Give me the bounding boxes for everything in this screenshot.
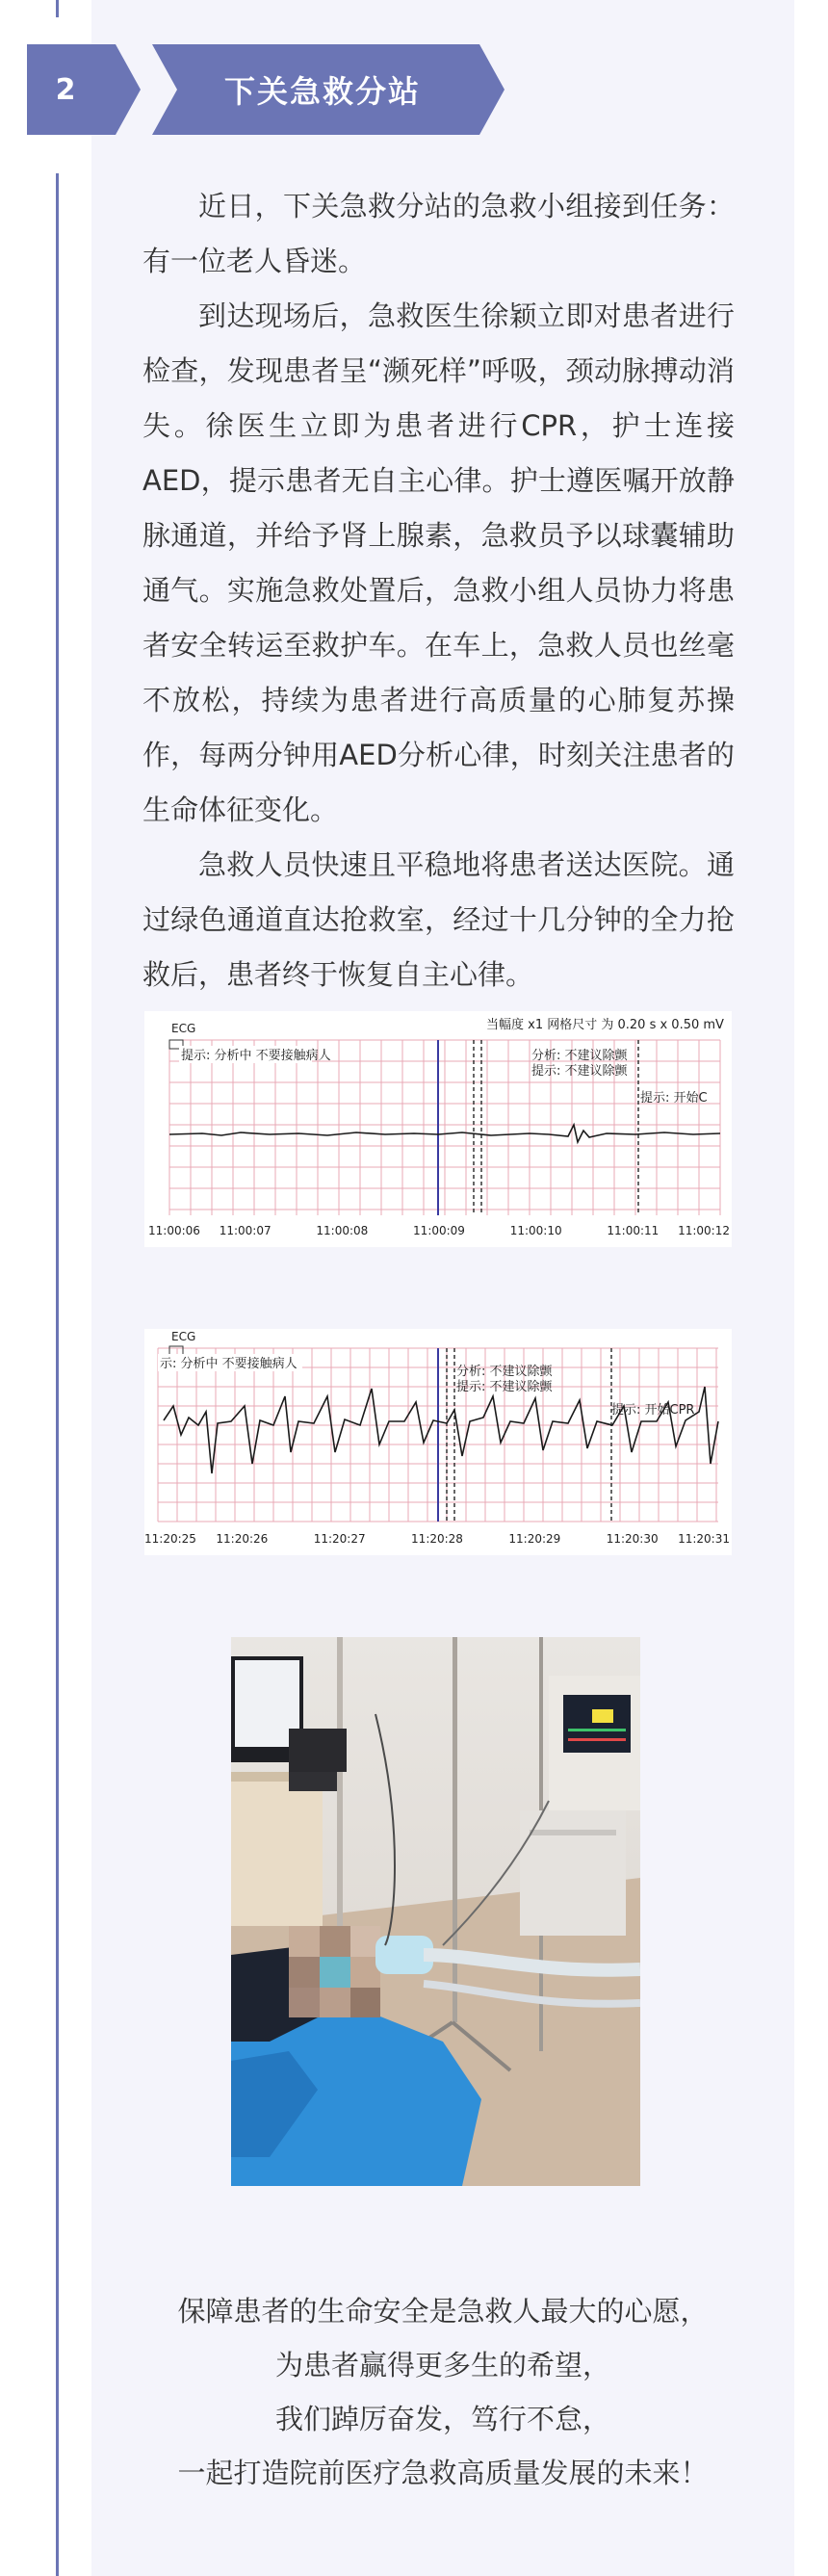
closing-line-4: 一起打造院前医疗急救高质量发展的未来！	[177, 2457, 709, 2489]
paragraph-3: 急救人员快速且平稳地将患者送达医院。通过绿色通道直达抢救室，经过十几分钟的全力抢救后，患者终于恢复自主心律。	[142, 848, 735, 991]
ecg2-tick-2: 11:20:27	[313, 1532, 366, 1546]
ecg2-note-right: 提示: 开始CPR	[611, 1403, 695, 1418]
ecg1-scale: 当幅度 x1 网格尺寸 为 0.20 s x 0.50 mV	[486, 1018, 724, 1032]
ecg2-tick-1: 11:20:26	[216, 1532, 269, 1546]
ecg1-tick-5: 11:00:11	[607, 1224, 660, 1237]
ecg1-note-mid2: 提示: 不建议除颤	[531, 1064, 628, 1079]
ecg1-tick-0: 11:00:06	[148, 1224, 200, 1237]
paragraph-1: 近日，下关急救分站的急救小组接到任务：有一位老人昏迷。	[142, 190, 735, 277]
ecg-strip-2	[144, 1329, 732, 1555]
ecg2-tick-4: 11:20:29	[508, 1532, 561, 1546]
article-body	[142, 179, 735, 1002]
ecg2-note-mid1: 分析: 不建议除颤	[456, 1365, 553, 1379]
section-number: 2	[55, 72, 76, 107]
left-rule-top	[56, 0, 59, 17]
ecg2-tick-6: 11:20:31	[678, 1532, 730, 1546]
ecg2-tick-0: 11:20:25	[144, 1532, 196, 1546]
closing-line-1: 保障患者的生命安全是急救人最大的心愿，	[177, 2295, 709, 2328]
ecg1-tick-1: 11:00:07	[219, 1224, 272, 1237]
ecg2-note-mid2: 提示: 不建议除颤	[456, 1380, 553, 1394]
ecg1-note-right: 提示: 开始C	[640, 1091, 708, 1106]
emergency-scene-photo	[231, 1637, 640, 2186]
ecg1-tick-4: 11:00:10	[509, 1224, 562, 1237]
ecg1-tick-6: 11:00:12	[678, 1224, 730, 1237]
ecg2-tick-3: 11:20:28	[411, 1532, 463, 1546]
ecg1-note-mid1: 分析: 不建议除颤	[531, 1049, 628, 1063]
ecg2-label: ECG	[171, 1330, 196, 1343]
ecg2-time-axis	[144, 1532, 730, 1546]
closing-statement	[91, 2284, 794, 2500]
ecg1-note-left: 提示: 分析中 不要接触病人	[181, 1049, 331, 1063]
section-title: 下关急救分站	[223, 73, 421, 110]
ecg1-label: ECG	[171, 1022, 196, 1035]
paragraph-2: 到达现场后，急救医生徐颖立即对患者进行检查，发现患者呈“濒死样”呼吸，颈动脉搏动消失。徐医生立即为患者进行CPR，护士连接AED，提示患者无自主心律。护士遵医嘱开放静脉通道，并给予肾上腺素，急救员予以球囊辅助通气。实施急救处置后，急救小组人员协力将患者安全转运至救护车。在车上，急救人员也丝毫不放松，持续为患者进行高质量的心肺复苏操作，每两分钟用AED分析心律，时刻关注患者的生命体征变化。	[142, 299, 735, 826]
ecg1-tick-2: 11:00:08	[316, 1224, 369, 1237]
ecg2-note-left: 示: 分析中 不要接触病人	[160, 1357, 298, 1371]
closing-line-3: 我们踔厉奋发，笃行不怠，	[274, 2403, 610, 2435]
ecg1-tick-3: 11:00:09	[413, 1224, 465, 1237]
ecg-strip-1	[144, 1011, 732, 1247]
left-rule	[56, 173, 59, 2576]
ecg2-tick-5: 11:20:30	[606, 1532, 659, 1546]
ecg1-time-axis	[148, 1224, 730, 1237]
closing-line-2: 为患者赢得更多生的希望，	[274, 2349, 610, 2381]
